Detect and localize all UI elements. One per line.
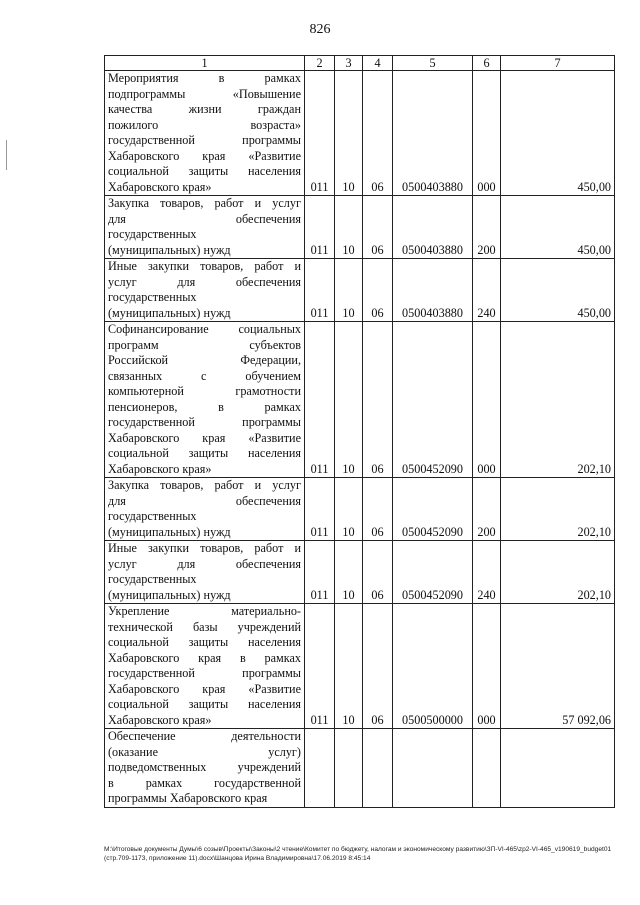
row-name-line: Хабаровского края «Развитие [108, 430, 301, 445]
expense-type-cell: 240 [473, 259, 501, 322]
row-name-line: социальной защиты населения [108, 697, 301, 711]
row-name-line: Хабаровского края» [108, 461, 212, 476]
row-name-line: Закупка товаров, работ и услуг [108, 478, 301, 492]
row-name-line: Софинансирование социальных [108, 322, 301, 336]
row-name-line: для обеспечения [108, 211, 301, 226]
row-name-line: социальной защиты населения [108, 164, 301, 178]
row-name-line: государственной программы [108, 666, 301, 680]
amount-cell: 57 092,06 [501, 604, 615, 729]
expense-type-cell: 000 [473, 604, 501, 729]
col2-cell: 011 [305, 541, 335, 604]
row-name-line: государственной программы [108, 133, 301, 147]
table-row [105, 541, 615, 604]
table-body [105, 56, 615, 808]
row-name-line: (муниципальных) нужд [108, 242, 231, 257]
col4-cell: 06 [363, 259, 393, 322]
row-name-line: Хабаровского края «Развитие [108, 148, 301, 163]
row-name-line: (оказание услуг) [108, 744, 301, 759]
row-name-line: компьютерной грамотности [108, 384, 301, 398]
row-name-cell [105, 322, 305, 478]
row-name-line: государственных [108, 509, 197, 523]
row-name-line: подпрограммы «Повышение [108, 86, 301, 101]
col2-cell: 011 [305, 322, 335, 478]
col3-cell: 10 [335, 196, 363, 259]
col2-cell: 011 [305, 259, 335, 322]
row-name-line: (муниципальных) нужд [108, 524, 231, 539]
row-name-line: услуг для обеспечения [108, 556, 301, 571]
expense-type-cell [473, 729, 501, 808]
row-name-cell [105, 604, 305, 729]
row-name-line: Хабаровского края в рамках [108, 650, 301, 665]
expense-type-cell: 240 [473, 541, 501, 604]
amount-cell: 202,10 [501, 322, 615, 478]
row-name-cell [105, 541, 305, 604]
table-row [105, 729, 615, 808]
row-name-cell [105, 729, 305, 808]
budget-table [104, 55, 615, 808]
row-name-line: государственной программы [108, 415, 301, 429]
col3-cell: 10 [335, 604, 363, 729]
amount-cell: 450,00 [501, 71, 615, 196]
col3-cell: 10 [335, 541, 363, 604]
row-name-line: Обеспечение деятельности [108, 729, 301, 743]
header-row [105, 56, 615, 71]
row-name-line: в рамках государственной [108, 775, 301, 790]
target-article-cell: 0500452090 [393, 478, 473, 541]
header-cell-1: 1 [105, 56, 305, 71]
table-row [105, 478, 615, 541]
row-name-line: программ субъектов [108, 337, 301, 352]
row-name-line: Иные закупки товаров, работ и [108, 541, 301, 555]
row-name-line: связанных с обучением [108, 368, 301, 383]
row-name-line: (муниципальных) нужд [108, 587, 231, 602]
col3-cell [335, 729, 363, 808]
row-name-line: пенсионеров, в рамках [108, 399, 301, 414]
header-cell-7: 7 [501, 56, 615, 71]
col4-cell: 06 [363, 604, 393, 729]
col4-cell: 06 [363, 541, 393, 604]
row-name-cell [105, 478, 305, 541]
row-name-line: государственных [108, 290, 197, 304]
row-name-cell [105, 259, 305, 322]
target-article-cell: 0500500000 [393, 604, 473, 729]
col4-cell: 06 [363, 322, 393, 478]
row-name-line: программы Хабаровского края [108, 791, 268, 805]
file-path-footer: M:\Итоговые документы Думы\6 созыв\Проекты\Законы\2 чтение\Комитет по бюджету, налогам и экономическому развитию\ЗП-VI-465\zp2-VI-465_v190619_budget01 (стр.709-1173, приложение 11).docx\Шанцова Ирина Владимировна\17.06.2019 8:45:14 [104, 846, 612, 862]
page-number: 826 [309, 22, 331, 37]
row-name-line: (муниципальных) нужд [108, 305, 231, 320]
amount-cell: 202,10 [501, 541, 615, 604]
col2-cell: 011 [305, 196, 335, 259]
amount-cell: 450,00 [501, 259, 615, 322]
row-name-line: Хабаровского края «Развитие [108, 681, 301, 696]
col2-cell: 011 [305, 71, 335, 196]
table-row [105, 71, 615, 196]
row-name-line: социальной защиты населения [108, 446, 301, 460]
row-name-line: Хабаровского края» [108, 712, 212, 727]
expense-type-cell: 000 [473, 322, 501, 478]
col2-cell: 011 [305, 478, 335, 541]
col3-cell: 10 [335, 478, 363, 541]
col3-cell: 10 [335, 322, 363, 478]
header-cell-5: 5 [393, 56, 473, 71]
target-article-cell: 0500403880 [393, 71, 473, 196]
target-article-cell: 0500452090 [393, 541, 473, 604]
col3-cell: 10 [335, 71, 363, 196]
target-article-cell [393, 729, 473, 808]
row-name-line: Мероприятия в рамках [108, 71, 301, 85]
scan-margin-mark [6, 140, 7, 170]
row-name-cell [105, 196, 305, 259]
row-name-line: государственных [108, 227, 197, 241]
expense-type-cell: 000 [473, 71, 501, 196]
row-name-line: Хабаровского края» [108, 179, 212, 194]
target-article-cell: 0500403880 [393, 259, 473, 322]
amount-cell: 450,00 [501, 196, 615, 259]
row-name-line: услуг для обеспечения [108, 274, 301, 289]
row-name-line: для обеспечения [108, 493, 301, 508]
table-row [105, 196, 615, 259]
col2-cell [305, 729, 335, 808]
target-article-cell: 0500403880 [393, 196, 473, 259]
table-row [105, 322, 615, 478]
row-name-line: государственных [108, 572, 197, 586]
col4-cell: 06 [363, 71, 393, 196]
expense-type-cell: 200 [473, 478, 501, 541]
col4-cell: 06 [363, 196, 393, 259]
row-name-line: подведомственных учреждений [108, 760, 301, 774]
header-cell-3: 3 [335, 56, 363, 71]
row-name-line: пожилого возраста» [108, 117, 301, 132]
row-name-line: Укрепление материально- [108, 604, 301, 618]
col4-cell [363, 729, 393, 808]
row-name-line: Закупка товаров, работ и услуг [108, 196, 301, 210]
amount-cell: 202,10 [501, 478, 615, 541]
row-name-line: Иные закупки товаров, работ и [108, 259, 301, 273]
row-name-line: социальной защиты населения [108, 635, 301, 649]
col2-cell: 011 [305, 604, 335, 729]
col3-cell: 10 [335, 259, 363, 322]
header-cell-2: 2 [305, 56, 335, 71]
col4-cell: 06 [363, 478, 393, 541]
row-name-line: качества жизни граждан [108, 102, 301, 116]
row-name-line: технической базы учреждений [108, 619, 301, 634]
expense-type-cell: 200 [473, 196, 501, 259]
header-cell-6: 6 [473, 56, 501, 71]
header-cell-4: 4 [363, 56, 393, 71]
table-row [105, 604, 615, 729]
table-row [105, 259, 615, 322]
target-article-cell: 0500452090 [393, 322, 473, 478]
row-name-line: Российской Федерации, [108, 353, 301, 367]
amount-cell [501, 729, 615, 808]
row-name-cell [105, 71, 305, 196]
